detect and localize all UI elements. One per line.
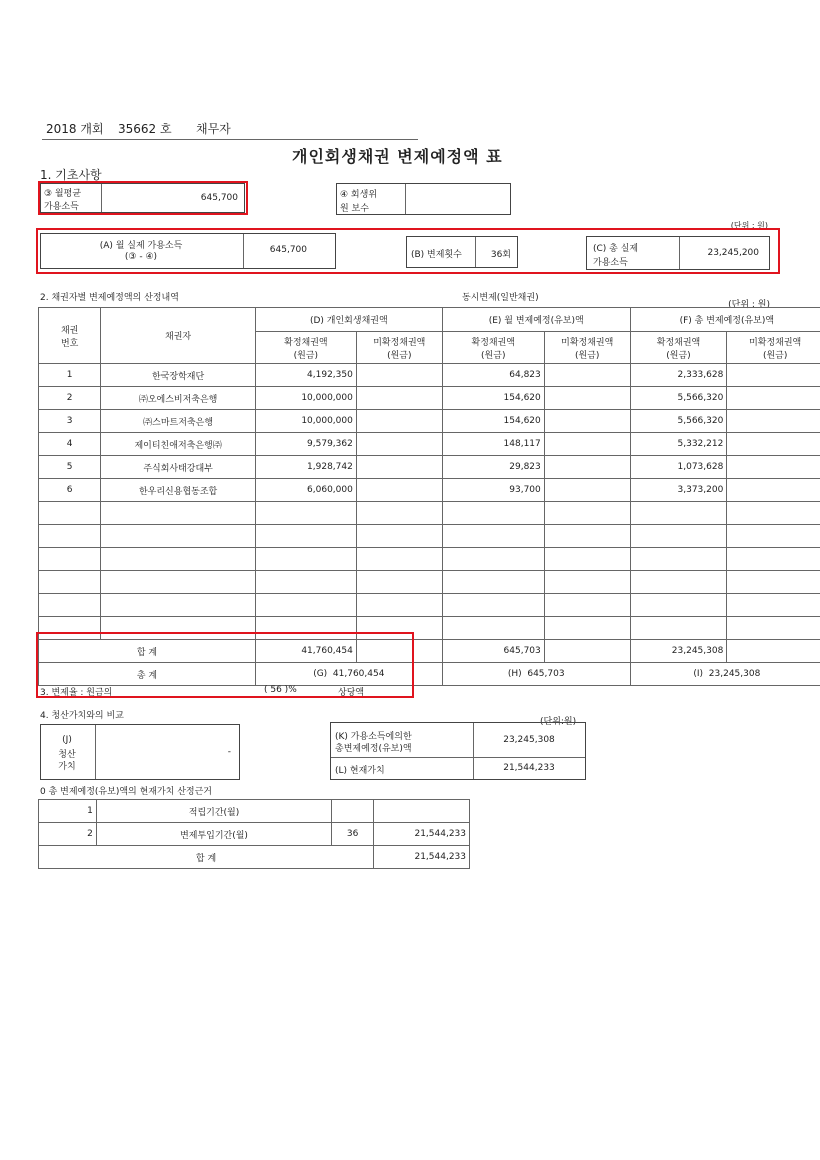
sub-confirmed-e [442,332,544,364]
table-row [39,433,820,456]
unconfirmed-f [727,594,820,617]
creditor-table [38,307,820,686]
confirmed-e [442,548,544,571]
unconfirmed-d [356,502,442,525]
sub-label: 확정채권액 [471,337,515,348]
confirmed-e: 93,700 [442,479,544,502]
section2-subtitle: 동시변제(일반채권) [462,293,539,303]
confirmed-d: 6,060,000 [255,479,356,502]
unconfirmed-f [727,364,820,387]
confirmed-e [442,571,544,594]
sub-unconfirmed-e [544,332,630,364]
divider [405,184,406,214]
sub-label: 확정채권액 [656,337,701,348]
pv-no: 2 [39,823,97,846]
confirmed-f [630,594,727,617]
confirmed-e: 154,620 [442,387,544,410]
pv-total-label: 합 계 [39,846,374,869]
unconfirmed-e [544,410,630,433]
pv-months [332,800,374,823]
unconfirmed-e [544,479,630,502]
unconfirmed-d [356,594,442,617]
unconfirmed-d [356,433,442,456]
unconfirmed-f [727,525,820,548]
creditor-name [101,525,256,548]
total-i [630,663,820,686]
sub-label: (원금) [387,350,412,361]
h-label: (H) [507,669,522,679]
creditor-no [39,594,101,617]
creditor-name: 제이티친애저축은행㈜ [101,433,256,456]
table-row [39,502,820,525]
k-label-1: (K) 가용소득에의한 [335,732,412,742]
comparison-box [330,722,586,780]
unconfirmed-e [544,594,630,617]
present-value-table [38,799,470,869]
pv-label: 적립기간(월) [96,800,331,823]
sub-label: 미확정채권액 [373,337,426,348]
creditor-name: 한국장학재단 [101,364,256,387]
sub-unconfirmed-d [356,332,442,364]
unconfirmed-e [544,364,630,387]
confirmed-e [442,502,544,525]
sub-label: (원금) [762,350,788,361]
creditor-name: ㈜오에스비저축은행 [101,387,256,410]
confirmed-f: 1,073,628 [630,456,727,479]
confirmed-f [630,571,727,594]
section4-heading: 4. 청산가치와의 비교 [40,711,124,721]
confirmed-e: 29,823 [442,456,544,479]
creditor-name: 주식회사태강대부 [101,456,256,479]
table-row [39,548,820,571]
table-row [39,410,820,433]
trustee-fee-box [336,183,511,215]
sub-unconfirmed-f [727,332,820,364]
unconfirmed-e [544,387,630,410]
unconfirmed-d [356,548,442,571]
confirmed-f: 2,333,628 [630,364,727,387]
i-value: 23,245,308 [708,669,761,679]
creditor-name: ㈜스마트저축은행 [101,410,256,433]
highlight-avg-income [38,181,248,215]
unconfirmed-d [356,571,442,594]
page-title: 개인회생채권 변제예정액 표 [292,147,503,166]
confirmed-d [255,548,356,571]
confirmed-e: 64,823 [442,364,544,387]
creditor-no: 2 [39,387,101,410]
table-row [39,525,820,548]
sub-label: 미확정채권액 [561,337,614,348]
creditor-no: 3 [39,410,101,433]
party-label: 채무자 [196,122,231,136]
creditor-no: 4 [39,433,101,456]
total-h [442,663,630,686]
section5-heading: 0 총 변제예정(유보)액의 현재가치 산정근거 [40,787,212,797]
confirmed-e: 148,117 [442,433,544,456]
sum-e-unconfirmed [544,640,630,663]
confirmed-e [442,617,544,640]
sub-label: (원금) [481,350,506,361]
table-row [39,387,820,410]
unconfirmed-f [727,410,820,433]
creditor-name [101,594,256,617]
unconfirmed-f [727,456,820,479]
confirmed-d [255,594,356,617]
table-row [39,479,820,502]
table-row [39,456,820,479]
unconfirmed-e [544,548,630,571]
unconfirmed-d [356,410,442,433]
confirmed-e: 154,620 [442,410,544,433]
creditor-no [39,502,101,525]
creditor-no: 6 [39,479,101,502]
confirmed-d [255,571,356,594]
case-year: 2018 개회 [46,122,104,136]
confirmed-d: 1,928,742 [255,456,356,479]
unconfirmed-d [356,364,442,387]
unconfirmed-d [356,479,442,502]
a-label-1: (A) 월 실제 가용소득 [99,241,183,251]
sub-label: 확정채권액 [284,337,328,348]
liquidation-value-box [40,724,240,780]
pv-total-value: 21,544,233 [374,846,470,869]
pv-months: 36 [332,823,374,846]
header-underline [42,139,418,140]
section1-unit: (단위 : 원) [730,221,768,230]
j-value: - [227,747,231,757]
table-row [39,571,820,594]
section2-unit: (단위 : 원) [728,300,770,310]
creditor-no: 1 [39,364,101,387]
creditor-name [101,571,256,594]
section4-unit: (단위:원) [540,717,577,727]
avg-income-label-1: ③ 월평균 [44,189,82,199]
highlight-monthly-income-row [36,228,780,274]
pv-value: 21,544,233 [374,823,470,846]
section1-heading: 1. 기초사항 [40,168,102,182]
b-label: (B) 변제횟수 [411,250,462,260]
unconfirmed-f [727,548,820,571]
pv-no: 1 [39,800,97,823]
confirmed-f [630,548,727,571]
repayment-rate-label: 3. 변제율 : 원금의 [40,688,113,698]
h-value: 645,703 [527,669,565,679]
confirmed-d [255,502,356,525]
header-no-line-1: 채권 [60,325,79,336]
unconfirmed-e [544,571,630,594]
table-row [39,364,820,387]
sub-label: (원금) [575,350,600,361]
confirmed-e [442,594,544,617]
sum-label: 합 계 [39,640,256,663]
unconfirmed-d [356,525,442,548]
sub-label: (원금) [666,350,691,361]
header-d: (D) 개인회생채권액 [255,308,442,332]
confirmed-d [255,525,356,548]
divider [331,757,585,758]
j-label-3: 가치 [58,762,76,772]
c-label-2: 가용소득 [593,258,628,268]
pv-row [39,823,470,846]
creditor-name [101,502,256,525]
sub-label: (원금) [293,350,319,361]
creditor-no [39,548,101,571]
trustee-label-1: ④ 회생위 [340,190,378,200]
creditor-name [101,548,256,571]
confirmed-e [442,525,544,548]
case-number: 35662 호 [118,122,172,136]
avg-income-label-2: 가용소득 [44,202,79,212]
j-label-2: 청산 [58,750,76,760]
confirmed-f: 5,566,320 [630,387,727,410]
sub-confirmed-f [630,332,727,364]
l-value: 21,544,233 [503,763,555,773]
creditor-no: 5 [39,456,101,479]
confirmed-f [630,525,727,548]
unconfirmed-e [544,617,630,640]
unconfirmed-d [356,456,442,479]
g-value: 41,760,454 [332,669,385,679]
pv-row [39,800,470,823]
table-row [39,594,820,617]
unconfirmed-f [727,571,820,594]
unconfirmed-f [727,479,820,502]
unconfirmed-f [727,433,820,456]
divider [95,725,96,779]
repayment-rate-suffix: 상당액 [338,688,365,698]
unconfirmed-e [544,502,630,525]
sub-label: 미확정채권액 [749,337,802,348]
trustee-label-2: 원 보수 [340,204,369,214]
sum-e: 645,703 [442,640,544,663]
repayment-rate-value: ( 56 )% [264,685,297,695]
creditor-no [39,571,101,594]
confirmed-f [630,617,727,640]
header-no-line-2: 번호 [60,338,79,349]
a-value: 645,700 [269,245,307,255]
confirmed-f: 3,373,200 [630,479,727,502]
j-label-1: (J) [62,735,72,745]
c-label-1: (C) 총 실제 [593,244,639,254]
confirmed-d: 10,000,000 [255,387,356,410]
unconfirmed-f [727,502,820,525]
unconfirmed-d [356,387,442,410]
header-creditor: 채권자 [101,308,256,364]
unconfirmed-f [727,617,820,640]
sub-confirmed-d [255,332,356,364]
confirmed-f: 5,566,320 [630,410,727,433]
pv-value [374,800,470,823]
unconfirmed-f [727,387,820,410]
confirmed-d: 4,192,350 [255,364,356,387]
sum-f: 23,245,308 [630,640,727,663]
pv-label: 변제투입기간(월) [96,823,331,846]
total-label: 총 계 [39,663,256,686]
unconfirmed-e [544,456,630,479]
table-header-row [39,308,820,332]
header-e: (E) 월 변제예정(유보)액 [442,308,630,332]
sum-d: 41,760,454 [255,640,356,663]
unconfirmed-e [544,433,630,456]
b-value: 36회 [490,250,511,260]
k-value: 23,245,308 [503,735,555,745]
confirmed-d: 9,579,362 [255,433,356,456]
pv-total-row [39,846,470,869]
a-label-2: (③ - ④) [124,252,158,262]
unconfirmed-e [544,525,630,548]
section2-heading: 2. 채권자별 변제예정액의 산정내역 [40,293,179,303]
header-f: (F) 총 변제예정(유보)액 [630,308,820,332]
header-creditor-no [39,308,101,364]
highlight-total-and-rate [36,632,414,698]
c-value: 23,245,200 [707,248,759,258]
creditor-name: 한우리신용협동조합 [101,479,256,502]
k-label-2: 총변제예정(유보)액 [335,744,412,754]
creditor-no [39,525,101,548]
l-label: (L) 현재가치 [335,766,385,776]
confirmed-d: 10,000,000 [255,410,356,433]
sum-f-unconfirmed [727,640,820,663]
i-label: (I) [693,669,704,679]
avg-income-value: 645,700 [200,193,238,203]
confirmed-f: 5,332,212 [630,433,727,456]
g-label: (G) [313,669,328,679]
confirmed-f [630,502,727,525]
